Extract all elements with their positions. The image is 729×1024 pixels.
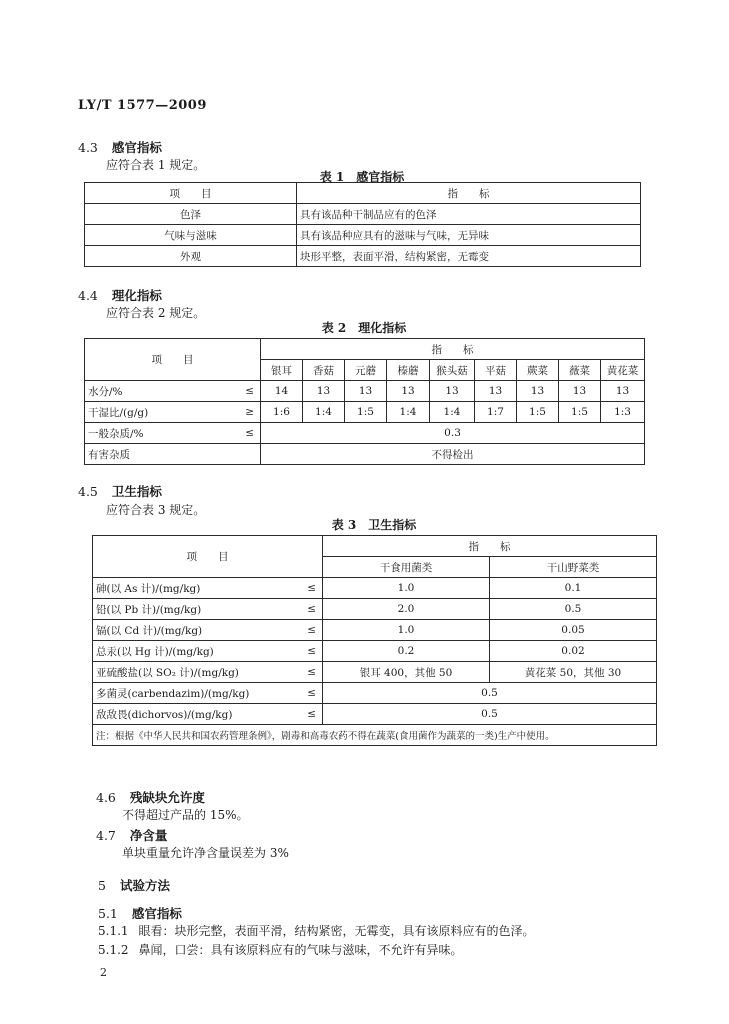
- cell-value: 13: [430, 381, 475, 402]
- table-note: 注：根据《中华人民共和国农药管理条例》，剧毒和高毒农药不得在蔬菜(食用菌作为蔬菜的一类)生产中使用。: [93, 725, 657, 746]
- section-number: 5.1.1: [98, 924, 129, 938]
- section-title: 感官指标: [111, 140, 162, 155]
- header-index: 指 标: [261, 339, 645, 360]
- cell-value: 黄花菜 50，其他 30: [490, 662, 657, 683]
- section-5-1-1: [98, 922, 535, 939]
- cell-symbol: ≤: [293, 683, 323, 704]
- section-number: 5: [98, 878, 106, 893]
- table-row: [85, 402, 645, 423]
- section-number: 4.4: [78, 288, 98, 303]
- cell-value: 13: [475, 381, 517, 402]
- cell-item: 多菌灵(carbendazim)/(mg/kg): [93, 683, 293, 704]
- section-4-6-body: 不得超过产品的 15%。: [122, 808, 249, 822]
- table-row: [85, 246, 641, 267]
- section-4-4-heading: [78, 286, 162, 304]
- cell-value: 1.0: [323, 620, 490, 641]
- table-note-row: [93, 725, 657, 746]
- section-title: 净含量: [129, 828, 168, 843]
- table-row: [85, 204, 641, 225]
- cell-value: 1:5: [345, 402, 387, 423]
- table-row: [93, 662, 657, 683]
- subheader: 榛蘑: [387, 360, 430, 381]
- cell-item: 亚硫酸盐(以 SO₂ 计)/(mg/kg): [93, 662, 293, 683]
- subheader: 猴头菇: [430, 360, 475, 381]
- cell-value: 14: [261, 381, 303, 402]
- subheader: 平菇: [475, 360, 517, 381]
- table-row: [93, 683, 657, 704]
- table-row: [93, 578, 657, 599]
- section-number: 5.1.2: [98, 943, 129, 957]
- cell-item: 外观: [85, 246, 297, 267]
- subheader: 黄花菜: [601, 360, 645, 381]
- section-4-5-body: 应符合表 3 规定。: [106, 503, 206, 517]
- cell-value: 1:5: [559, 402, 601, 423]
- section-number: 5.1: [98, 906, 118, 921]
- cell-value: 13: [517, 381, 559, 402]
- table-row: [93, 704, 657, 725]
- cell-symbol: ≤: [293, 641, 323, 662]
- section-4-6-heading: [96, 788, 205, 806]
- section-number: 4.3: [78, 140, 98, 155]
- cell-item: 敌敌畏(dichorvos)/(mg/kg): [93, 704, 293, 725]
- header-item: 项 目: [93, 536, 323, 578]
- cell-item: 有害杂质: [85, 444, 236, 465]
- section-4-3-heading: [78, 138, 162, 156]
- cell-value: 0.2: [323, 641, 490, 662]
- cell-value: 13: [559, 381, 601, 402]
- section-4-4-body: 应符合表 2 规定。: [106, 306, 206, 320]
- header-item: 项 目: [85, 339, 261, 381]
- section-title: 理化指标: [111, 288, 162, 303]
- table-row: [93, 599, 657, 620]
- section-5-1-2: [98, 941, 463, 958]
- subheader: 蕨菜: [517, 360, 559, 381]
- cell-value: 1:4: [430, 402, 475, 423]
- subheader: 香菇: [303, 360, 345, 381]
- cell-item: 水分/%: [85, 381, 236, 402]
- cell-value: 银耳 400，其他 50: [323, 662, 490, 683]
- table3-hygiene: [92, 535, 657, 746]
- subheader: 银耳: [261, 360, 303, 381]
- cell-symbol: ≤: [293, 599, 323, 620]
- cell-value: 1:5: [517, 402, 559, 423]
- table3-title: 表 3 卫生指标: [331, 518, 417, 532]
- section-title: 试验方法: [119, 878, 170, 893]
- section-number: 4.6: [96, 790, 116, 805]
- subheader: 元蘑: [345, 360, 387, 381]
- cell-value: 1:3: [601, 402, 645, 423]
- cell-symbol: [236, 444, 261, 465]
- cell-item: 总汞(以 Hg 计)/(mg/kg): [93, 641, 293, 662]
- cell-value: 0.5: [490, 599, 657, 620]
- cell-value: 2.0: [323, 599, 490, 620]
- cell-item: 镉(以 Cd 计)/(mg/kg): [93, 620, 293, 641]
- table-row: [85, 444, 645, 465]
- table1-sensory: [84, 182, 641, 267]
- document-code: LY/T 1577—2009: [78, 98, 207, 113]
- cell-value-merged: 0.3: [261, 423, 645, 444]
- cell-value: 0.02: [490, 641, 657, 662]
- cell-value-merged: 不得检出: [261, 444, 645, 465]
- section-4-7-body: 单块重量允许净含量误差为 3%: [122, 846, 289, 860]
- section-title: 卫生指标: [111, 484, 162, 499]
- cell-value: 块形平整，表面平滑，结构紧密，无霉变: [297, 246, 641, 267]
- cell-value: 0.1: [490, 578, 657, 599]
- cell-value: 0.05: [490, 620, 657, 641]
- section-number: 4.5: [78, 484, 98, 499]
- cell-value: 13: [303, 381, 345, 402]
- cell-value: 1:7: [475, 402, 517, 423]
- cell-symbol: ≥: [236, 402, 261, 423]
- cell-value: 具有该品种应具有的滋味与气味，无异味: [297, 225, 641, 246]
- cell-value: 1:4: [303, 402, 345, 423]
- section-number: 4.7: [96, 828, 116, 843]
- section-4-7-heading: [96, 826, 167, 844]
- table1-title: 表 1 感官指标: [319, 170, 405, 184]
- cell-item: 铅(以 Pb 计)/(mg/kg): [93, 599, 293, 620]
- subheader: 薇菜: [559, 360, 601, 381]
- section-title: 残缺块允许度: [129, 790, 205, 805]
- section-5-1-heading: [98, 904, 182, 922]
- cell-value: 1:6: [261, 402, 303, 423]
- cell-symbol: ≤: [293, 662, 323, 683]
- cell-value: 1.0: [323, 578, 490, 599]
- cell-value: 13: [601, 381, 645, 402]
- page-number: 2: [100, 966, 107, 979]
- cell-symbol: ≤: [293, 704, 323, 725]
- table-row: [85, 423, 645, 444]
- cell-item: 一般杂质/%: [85, 423, 236, 444]
- table2-title: 表 2 理化指标: [321, 321, 407, 335]
- table2-physicochemical: [84, 338, 645, 465]
- cell-symbol: ≤: [293, 620, 323, 641]
- section-body: 鼻闻，口尝：具有该原料应有的气味与滋味，不允许有异味。: [138, 943, 463, 957]
- subheader: 干食用菌类: [323, 557, 490, 578]
- cell-item: 气味与滋味: [85, 225, 297, 246]
- cell-value: 13: [387, 381, 430, 402]
- table-row: [85, 381, 645, 402]
- cell-symbol: ≤: [293, 578, 323, 599]
- cell-value-merged: 0.5: [323, 704, 657, 725]
- cell-symbol: ≤: [236, 423, 261, 444]
- table-row: [93, 620, 657, 641]
- table-header-row: [85, 183, 641, 204]
- cell-value: 具有该品种干制品应有的色泽: [297, 204, 641, 225]
- section-title: 感官指标: [131, 906, 182, 921]
- section-5-heading: [98, 876, 170, 894]
- table-row: [93, 641, 657, 662]
- cell-item: 砷(以 As 计)/(mg/kg): [93, 578, 293, 599]
- cell-value: 1:4: [387, 402, 430, 423]
- cell-item: 干湿比/(g/g): [85, 402, 236, 423]
- header-index: 指 标: [297, 183, 641, 204]
- header-item: 项 目: [85, 183, 297, 204]
- cell-value: 13: [345, 381, 387, 402]
- table-row: [85, 225, 641, 246]
- cell-symbol: ≤: [236, 381, 261, 402]
- section-4-5-heading: [78, 482, 162, 500]
- cell-value-merged: 0.5: [323, 683, 657, 704]
- section-body: 眼看：块形完整，表面平滑，结构紧密，无霉变，具有该原料应有的色泽。: [138, 924, 535, 938]
- header-index: 指 标: [323, 536, 657, 557]
- subheader: 干山野菜类: [490, 557, 657, 578]
- cell-item: 色泽: [85, 204, 297, 225]
- section-4-3-body: 应符合表 1 规定。: [106, 158, 206, 172]
